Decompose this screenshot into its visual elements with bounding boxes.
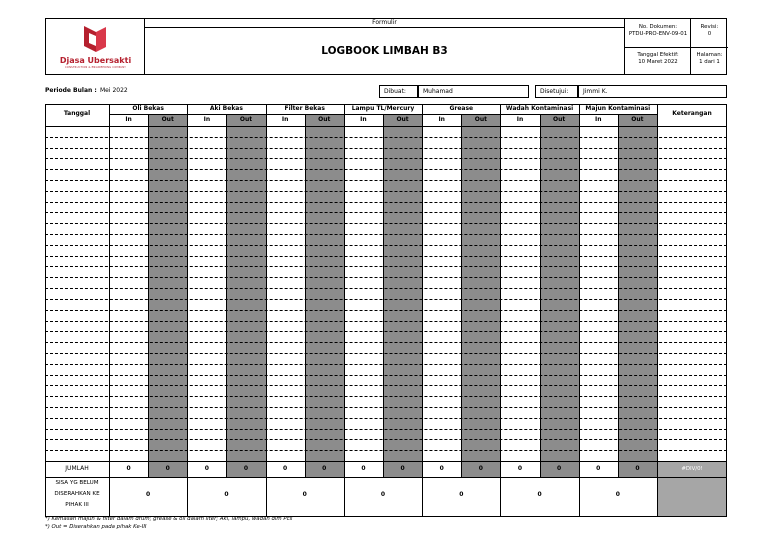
company-tagline: CONSTRUCTION & ENGINEERING COMPANY (64, 66, 126, 69)
jumlah-value: 0 (439, 465, 444, 472)
effective-date: Tanggal Efektif: 10 Maret 2022 (637, 52, 679, 65)
jumlah-value: 0 (400, 465, 405, 472)
sisa-value: 0 (146, 491, 151, 498)
revision: Revisi: 0 (700, 24, 719, 37)
logbook-table (45, 104, 727, 516)
sisa-value: 0 (615, 491, 620, 498)
out-header: Out (161, 116, 174, 123)
document-header (45, 18, 727, 75)
in-header: In (281, 116, 289, 123)
out-header: Out (553, 116, 566, 123)
in-header: In (203, 116, 211, 123)
jumlah-label: JUMLAH (65, 465, 89, 472)
footnote-units: *) Kemasan majun & filter dalam drum; grease & oli dalam liter; Aki, lampu, wadah dlm Pcs (45, 516, 293, 522)
document-title: LOGBOOK LIMBAH B3 (321, 45, 448, 57)
disetujui-label: Disetujui: (535, 85, 578, 98)
out-header: Out (631, 116, 644, 123)
in-header: In (438, 116, 445, 123)
out-header: Out (396, 116, 409, 123)
keterangan-header: Keterangan (672, 110, 712, 117)
jumlah-value: 0 (517, 465, 523, 472)
jumlah-value: 0 (478, 465, 483, 472)
jumlah-value: 0 (322, 465, 327, 472)
category-header: Lampu TL/Mercury (351, 105, 415, 112)
jumlah-value: 0 (243, 465, 249, 472)
sisa-value: 0 (459, 491, 464, 498)
jumlah-keterangan: #DIV/0! (681, 466, 703, 472)
period-label: Periode Bulan : (45, 87, 97, 94)
disetujui-value[interactable]: Jimmi K. (578, 85, 727, 98)
category-header: Aki Bekas (209, 105, 243, 112)
jumlah-value: 0 (126, 465, 131, 472)
in-header: In (595, 116, 602, 123)
out-header: Out (474, 116, 487, 123)
company-name: Djasa Ubersakti (59, 56, 132, 65)
category-header: Grease (449, 105, 474, 112)
jumlah-value: 0 (283, 465, 288, 472)
sisa-value: 0 (537, 491, 542, 498)
jumlah-value: 0 (165, 465, 170, 472)
company-logo (46, 19, 145, 74)
dibuat-label: Dibuat: (379, 85, 418, 98)
period-value[interactable]: Mei 2022 (100, 87, 128, 94)
sisa-value: 0 (302, 491, 307, 498)
category-header: Majun Kontaminasi (585, 105, 651, 112)
dibuat-value[interactable]: Muhamad (418, 85, 529, 98)
category-header: Oli Bekas (132, 105, 164, 112)
page-count: Halaman: 1 dari 1 (696, 52, 723, 65)
jumlah-value: 0 (596, 465, 601, 472)
jumlah-value: 0 (635, 465, 640, 472)
category-header: Filter Bekas (284, 105, 325, 112)
sisa-value: 0 (224, 491, 229, 498)
out-header: Out (318, 116, 331, 123)
document-info-grid (624, 19, 727, 74)
logo-icon (80, 24, 110, 54)
in-header: In (516, 116, 524, 123)
in-header: In (360, 116, 367, 123)
form-label: Formulir (145, 19, 624, 28)
category-header: Wadah Kontaminasi (505, 105, 574, 112)
sisa-label-line: DISERAHKAN KE (54, 491, 100, 497)
jumlah-value: 0 (204, 465, 209, 472)
jumlah-value: 0 (557, 465, 562, 472)
tanggal-header: Tanggal (63, 110, 91, 117)
sisa-label-line: SISA YG BELUM (55, 480, 99, 486)
sisa-value: 0 (380, 491, 386, 498)
in-header: In (125, 116, 132, 123)
doc-number: No. Dokumen: PTDU-PRO-ENV-09-01 (628, 24, 688, 37)
sisa-label-line: PIHAK III (65, 502, 89, 508)
jumlah-value: 0 (361, 465, 366, 472)
out-header: Out (239, 116, 253, 123)
period-row (45, 85, 727, 98)
footnote-out: *) Out = Diserahkan pada pihak Ke-III (45, 524, 147, 530)
